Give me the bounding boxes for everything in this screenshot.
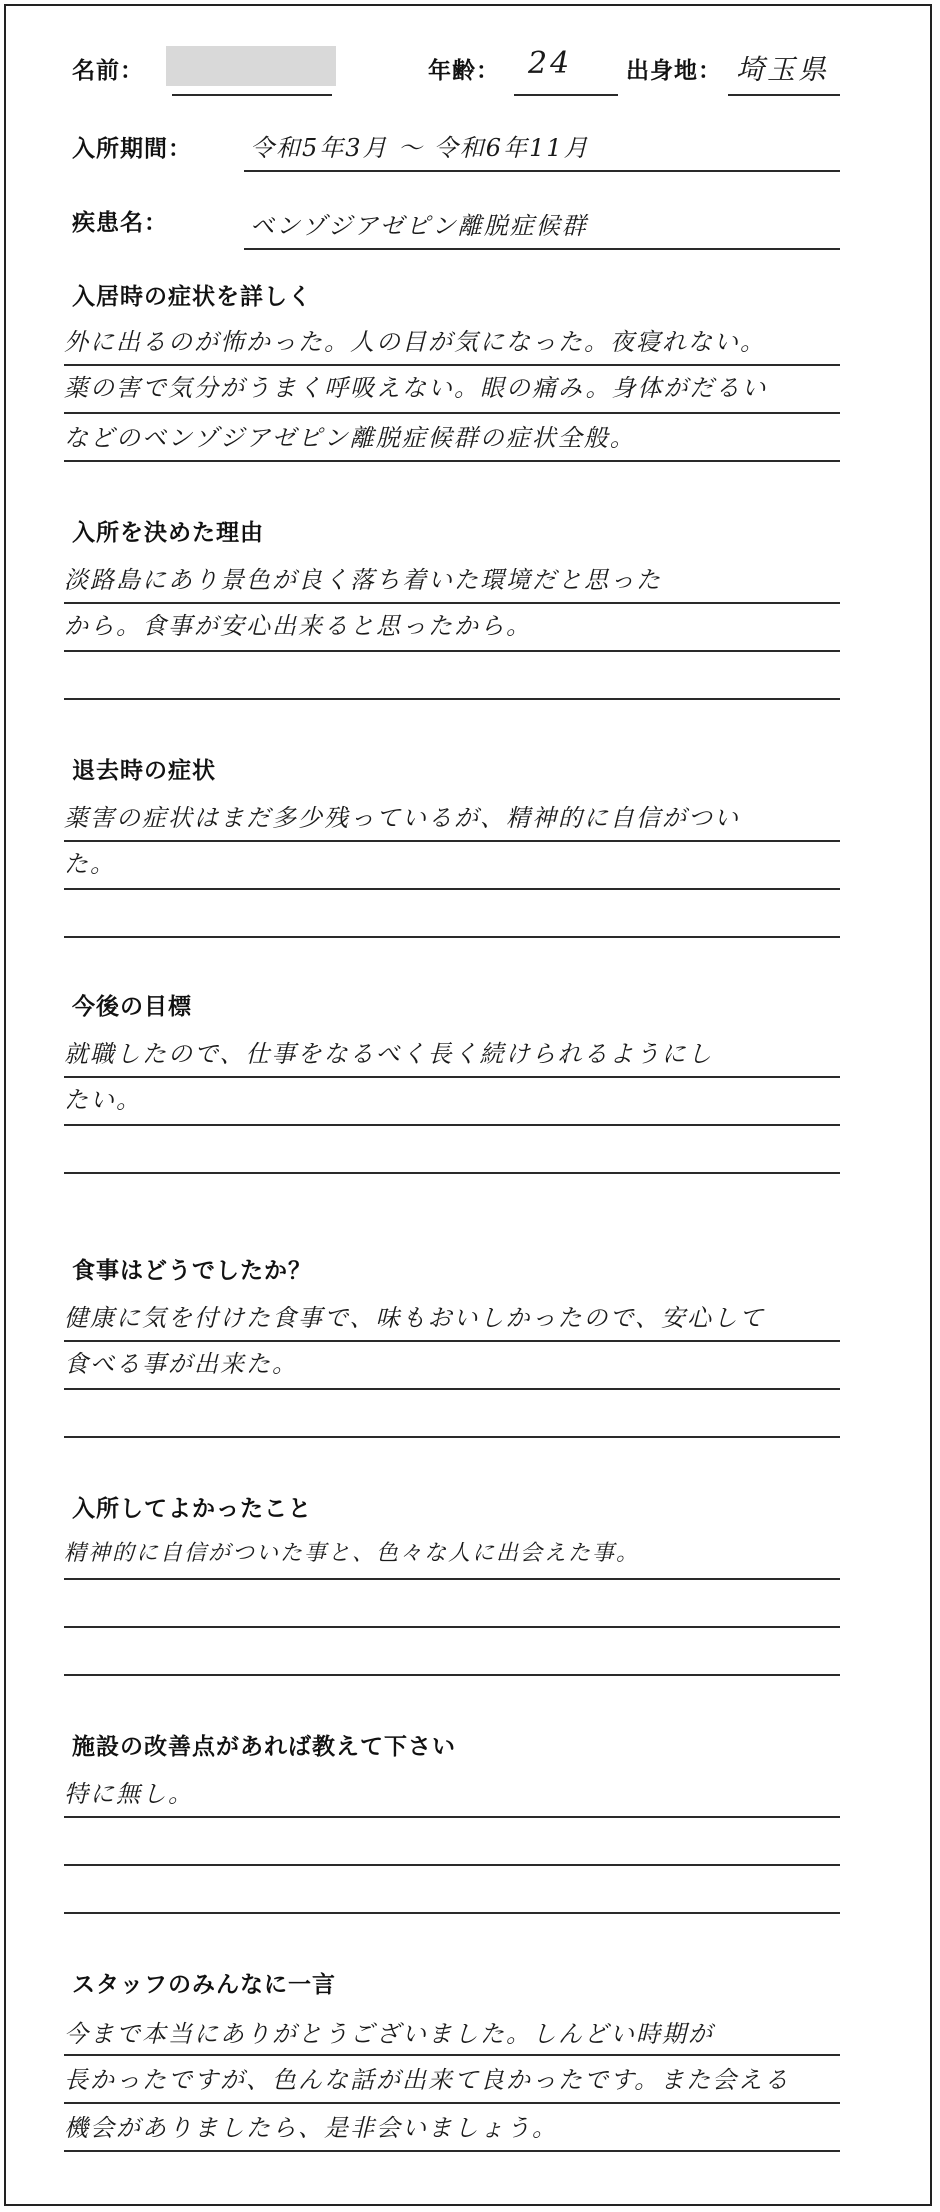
meals-rule-2 bbox=[64, 1388, 840, 1390]
symptoms-in-line-2: 薬の害で気分がうまく呼吸えない。眼の痛み。身体がだるい bbox=[64, 374, 768, 402]
period-label: 入所期間： bbox=[72, 136, 192, 162]
symptoms-in-rule-1 bbox=[64, 364, 840, 366]
goal-line-1: 就職したので、仕事をなるべく長く続けられるようにし bbox=[64, 1040, 714, 1068]
symptoms-out-rule-1 bbox=[64, 840, 840, 842]
reason-rule-1 bbox=[64, 602, 840, 604]
message-rule-1 bbox=[64, 2054, 840, 2056]
reason-line-1: 淡路島にあり景色が良く落ち着いた環境だと思った bbox=[64, 566, 662, 594]
good-line-1: 精神的に自信がついた事と、色々な人に出会えた事。 bbox=[64, 1541, 641, 1566]
meals-rule-3 bbox=[64, 1436, 840, 1438]
disease-underline bbox=[244, 248, 840, 250]
section-title-meals: 食事はどうでしたか？ bbox=[72, 1258, 312, 1284]
good-rule-3 bbox=[64, 1674, 840, 1676]
message-rule-3 bbox=[64, 2150, 840, 2152]
good-rule-2 bbox=[64, 1626, 840, 1628]
symptoms-in-rule-2 bbox=[64, 412, 840, 414]
improve-rule-3 bbox=[64, 1912, 840, 1914]
reason-rule-2 bbox=[64, 650, 840, 652]
section-title-message: スタッフのみんなに一言 bbox=[72, 1972, 336, 1998]
name-underline bbox=[172, 94, 332, 96]
name-label: 名前： bbox=[72, 58, 144, 84]
symptoms-out-rule-2 bbox=[64, 888, 840, 890]
symptoms-out-line-2: た。 bbox=[64, 850, 116, 878]
reason-rule-3 bbox=[64, 698, 840, 700]
origin-underline bbox=[728, 94, 840, 96]
symptoms-in-line-1: 外に出るのが怖かった。人の目が気になった。夜寝れない。 bbox=[64, 328, 766, 356]
disease-label: 疾患名： bbox=[72, 210, 168, 236]
improve-rule-2 bbox=[64, 1864, 840, 1866]
goal-rule-1 bbox=[64, 1076, 840, 1078]
meals-line-2: 食べる事が出来た。 bbox=[64, 1350, 298, 1378]
section-title-reason: 入所を決めた理由 bbox=[72, 520, 264, 546]
goal-line-2: たい。 bbox=[64, 1086, 142, 1114]
message-line-1: 今まで本当にありがとうございました。しんどい時期が bbox=[64, 2020, 714, 2048]
section-title-symptoms-in: 入居時の症状を詳しく bbox=[72, 284, 312, 310]
meals-line-1: 健康に気を付けた食事で、味もおいしかったので、安心して bbox=[64, 1304, 766, 1332]
meals-rule-1 bbox=[64, 1340, 840, 1342]
origin-value: 埼玉県 bbox=[736, 53, 830, 86]
message-line-3: 機会がありましたら、是非会いましょう。 bbox=[64, 2114, 558, 2142]
period-underline bbox=[244, 170, 840, 172]
message-rule-2 bbox=[64, 2102, 840, 2104]
section-title-good: 入所してよかったこと bbox=[72, 1496, 312, 1522]
section-title-symptoms-out: 退去時の症状 bbox=[72, 758, 216, 784]
age-underline bbox=[514, 94, 618, 96]
age-label: 年齢： bbox=[428, 58, 500, 84]
symptoms-out-line-1: 薬害の症状はまだ多少残っているが、精神的に自信がつい bbox=[64, 804, 740, 832]
symptoms-in-line-3: などのベンゾジアゼピン離脱症候群の症状全般。 bbox=[64, 424, 636, 452]
symptoms-out-rule-3 bbox=[64, 936, 840, 938]
good-rule-1 bbox=[64, 1578, 840, 1580]
improve-line-1: 特に無し。 bbox=[64, 1780, 194, 1808]
section-title-improve: 施設の改善点があれば教えて下さい bbox=[72, 1734, 456, 1760]
origin-label: 出身地： bbox=[626, 58, 722, 84]
disease-value: ベンゾジアゼピン離脱症候群 bbox=[250, 212, 588, 240]
section-title-goal: 今後の目標 bbox=[72, 994, 192, 1020]
name-redaction bbox=[166, 46, 336, 86]
message-line-2: 長かったですが、色んな話が出来て良かったです。また会える bbox=[64, 2066, 791, 2094]
goal-rule-3 bbox=[64, 1172, 840, 1174]
period-value: 令和5年3月 ～ 令和6年11月 bbox=[250, 134, 590, 162]
goal-rule-2 bbox=[64, 1124, 840, 1126]
age-value: 24 bbox=[528, 46, 573, 81]
improve-rule-1 bbox=[64, 1816, 840, 1818]
reason-line-2: から。食事が安心出来ると思ったから。 bbox=[64, 612, 532, 640]
symptoms-in-rule-3 bbox=[64, 460, 840, 462]
